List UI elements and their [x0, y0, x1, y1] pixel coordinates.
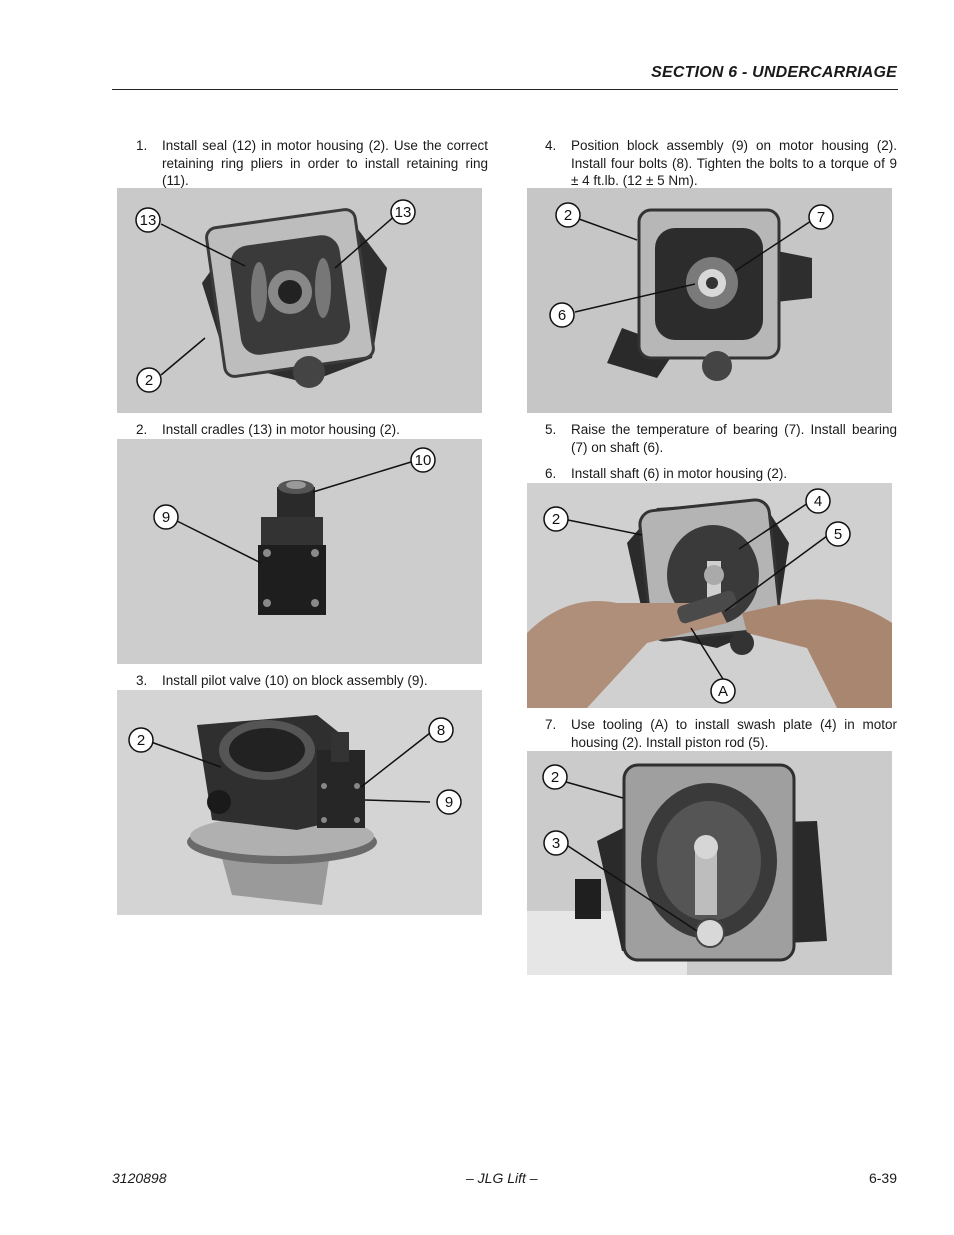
svg-text:4: 4	[813, 493, 823, 510]
step-number: 7.	[545, 717, 557, 732]
svg-text:13: 13	[139, 212, 157, 229]
step-text: Install seal (12) in motor housing (2). Use the correct retaining ring pliers in order to install retaining ring (11).	[162, 138, 488, 188]
step-text: Install cradles (13) in motor housing (2).	[162, 422, 400, 437]
photo-bearing-shaft	[527, 188, 892, 413]
svg-text:2: 2	[550, 769, 560, 786]
step-number: 1.	[136, 138, 148, 153]
step-text: Raise the temperature of bearing (7). Install bearing (7) on shaft (6).	[571, 422, 897, 455]
step-3	[136, 672, 488, 690]
callout-5	[826, 522, 850, 546]
callout-3	[544, 831, 568, 855]
step-2	[136, 421, 488, 439]
photo-swash-plate-tooling	[527, 483, 892, 708]
svg-text:2: 2	[144, 372, 154, 389]
svg-text:6: 6	[557, 307, 567, 324]
step-number: 4.	[545, 138, 557, 153]
callout-a	[711, 679, 735, 703]
svg-text:9: 9	[444, 794, 454, 811]
svg-text:A: A	[717, 683, 729, 700]
callout-10	[411, 448, 435, 472]
svg-text:8: 8	[436, 722, 446, 739]
step-number: 6.	[545, 466, 557, 481]
step-text: Install pilot valve (10) on block assembly (9).	[162, 673, 428, 688]
callout-13-right	[391, 200, 415, 224]
callout-9	[154, 505, 178, 529]
svg-text:5: 5	[833, 526, 843, 543]
callout-9	[437, 790, 461, 814]
svg-text:13: 13	[394, 204, 412, 221]
step-7	[545, 716, 897, 751]
callout-6	[550, 303, 574, 327]
step-6	[545, 465, 897, 483]
svg-text:10: 10	[414, 452, 432, 469]
svg-text:3: 3	[551, 835, 561, 852]
callout-2	[543, 765, 567, 789]
callout-4	[806, 489, 830, 513]
step-5	[545, 421, 897, 456]
step-text: Position block assembly (9) on motor housing (2). Install four bolts (8). Tighten the bolts to a torque of 9 ± 4 ft.lb. (12 ± 5 Nm).	[571, 138, 897, 188]
callout-2	[556, 203, 580, 227]
step-number: 5.	[545, 422, 557, 437]
header-divider	[112, 89, 898, 90]
svg-text:2: 2	[551, 511, 561, 528]
photo-motor-housing-seal	[117, 188, 482, 413]
step-number: 2.	[136, 422, 148, 437]
section-title: SECTION 6 - UNDERCARRIAGE	[651, 64, 897, 81]
footer-doc-number: 3120898	[112, 1170, 167, 1186]
photo-piston-rod	[527, 751, 892, 975]
step-text: Install shaft (6) in motor housing (2).	[571, 466, 788, 481]
step-text: Use tooling (A) to install swash plate (4) in motor housing (2). Install piston rod (5).	[571, 717, 897, 750]
svg-text:2: 2	[563, 207, 573, 224]
footer-page-number: 6-39	[868, 1170, 897, 1186]
callout-2	[129, 728, 153, 752]
callout-8	[429, 718, 453, 742]
svg-text:2: 2	[136, 732, 146, 749]
photo-block-assembly	[117, 439, 482, 664]
callout-13-left	[136, 208, 160, 232]
callout-2	[137, 368, 161, 392]
step-1	[136, 137, 488, 190]
callout-7	[809, 205, 833, 229]
callout-2	[544, 507, 568, 531]
svg-text:9: 9	[161, 509, 171, 526]
svg-text:7: 7	[816, 209, 826, 226]
step-number: 3.	[136, 673, 148, 688]
step-4	[545, 137, 897, 190]
photo-motor-housing-block	[117, 690, 482, 915]
footer-publisher: – JLG Lift –	[466, 1170, 538, 1186]
